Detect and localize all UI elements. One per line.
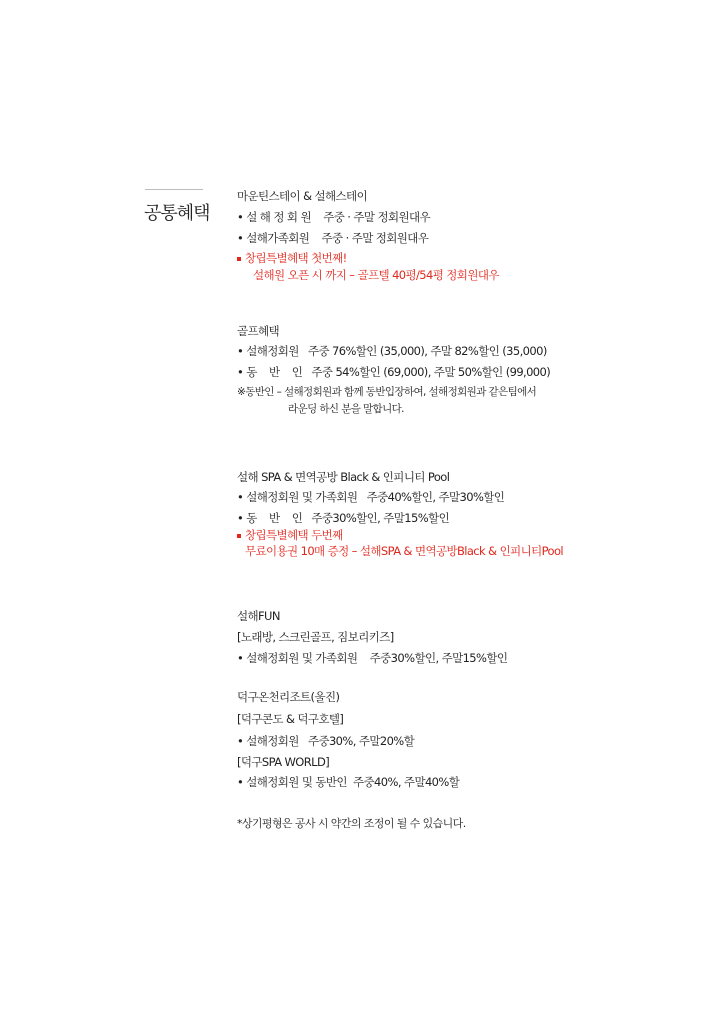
spa-special-detail: 무료이용권 10매 증정 – 설해SPA & 면역공방Black & 인피니티Pool: [245, 544, 563, 558]
mountain-special: [237, 251, 347, 265]
fun-item: • 설해정회원 및 가족회원 주중30%할인, 주말15%할인: [237, 651, 508, 665]
dukgu-item: • 설해정회원 및 동반인 주중40%, 주말40%할: [237, 775, 460, 789]
spa-special-label: 창립특별혜택 두번째: [245, 528, 343, 542]
mountain-special-label: 창립특별혜택 첫번째!: [245, 251, 347, 265]
mountain-special-detail: 설해원 오픈 시 까지 – 골프텔 40평/54평 정회원대우: [253, 268, 499, 282]
spa-special: [237, 528, 343, 542]
mountain-item: • 설해가족회원 주중 · 주말 정회원대우: [237, 231, 429, 245]
square-bullet-icon: [237, 257, 241, 261]
golf-note: ※동반인 – 설해정회원과 함께 동반입장하여, 설해정회원과 같은팀에서: [237, 386, 537, 398]
dukgu-item: • 설해정회원 주중30%, 주말20%할: [237, 734, 415, 748]
square-bullet-icon: [237, 534, 241, 538]
dukgu-subtitle: [덕구콘도 & 덕구호텔]: [237, 712, 344, 726]
heading-rule: [145, 189, 203, 190]
mountain-title: 마운틴스테이 & 설해스테이: [237, 189, 368, 203]
spa-item: • 설해정회원 및 가족회원 주중40%할인, 주말30%할인: [237, 490, 505, 504]
golf-title: 골프혜택: [237, 324, 280, 338]
dukgu-title: 덕구온천리조트(울진): [237, 690, 340, 704]
section-title: 공통혜택: [144, 203, 210, 224]
spa-title: 설해 SPA & 면역공방 Black & 인피니티 Pool: [237, 470, 450, 484]
mountain-item: • 설 해 정 회 원 주중 · 주말 정회원대우: [237, 210, 431, 224]
golf-item: • 설해정회원 주중 76%할인 (35,000), 주말 82%할인 (35,000): [237, 344, 547, 358]
golf-item: • 동 반 인 주중 54%할인 (69,000), 주말 50%할인 (99,000): [237, 365, 551, 379]
fun-subtitle: [노래방, 스크린골프, 짐보리키즈]: [237, 630, 394, 644]
footnote: *상기평형은 공사 시 약간의 조정이 될 수 있습니다.: [237, 817, 466, 830]
golf-note-cont: 라운딩 하신 분을 말합니다.: [288, 403, 404, 415]
dukgu-subtitle: [덕구SPA WORLD]: [237, 755, 330, 769]
fun-title: 설해FUN: [237, 609, 280, 623]
spa-item: • 동 반 인 주중30%할인, 주말15%할인: [237, 511, 450, 525]
